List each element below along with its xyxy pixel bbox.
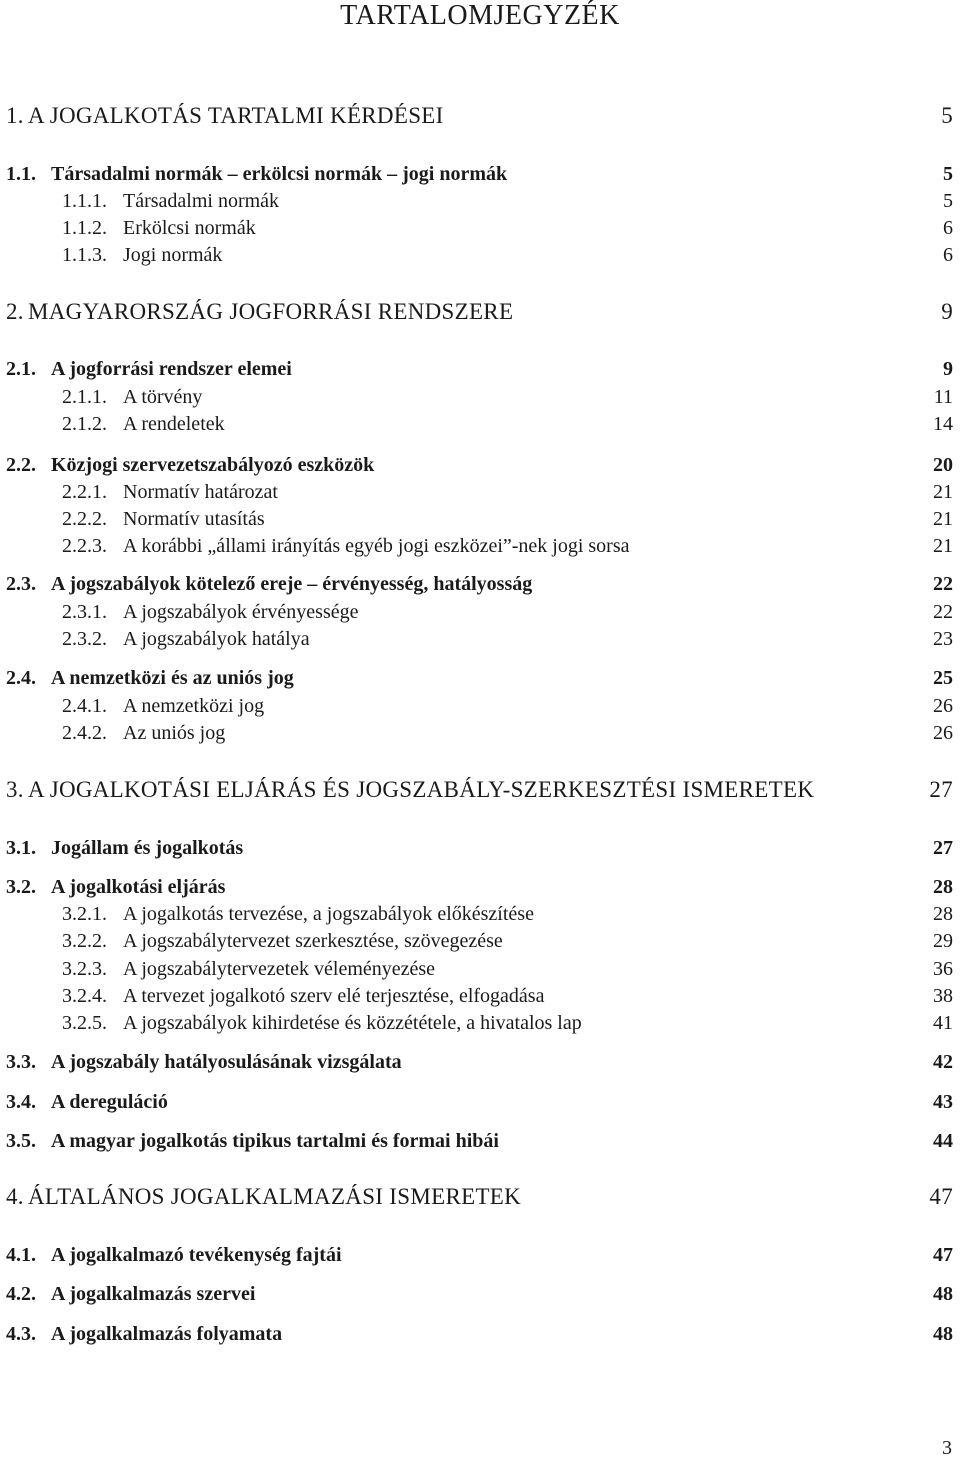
- toc-entry-label: A jogforrási rendszer elemei: [51, 358, 292, 380]
- toc-subsection[interactable]: [0, 719, 960, 747]
- toc-entry-number: 2.1.2.: [62, 413, 107, 435]
- toc-entry-number: 3.1.: [6, 837, 36, 859]
- toc-entry-page: 29: [933, 930, 953, 952]
- toc-entry-label: A jogszabályok hatálya: [123, 628, 310, 650]
- toc-chapter[interactable]: [0, 776, 960, 804]
- toc-chapter[interactable]: [0, 1183, 960, 1211]
- toc-entry-label: A tervezet jogalkotó szerv elé terjesztése, elfogadása: [123, 985, 545, 1007]
- toc-entry-label: A JOGALKOTÁSI ELJÁRÁS ÉS JOGSZABÁLY-SZERKESZTÉSI ISMERETEK: [28, 777, 815, 802]
- toc-entry-label: A nemzetközi jog: [123, 695, 265, 717]
- toc-entry-page: 38: [933, 985, 953, 1007]
- toc-subsection[interactable]: [0, 532, 960, 560]
- toc-section[interactable]: [0, 664, 960, 692]
- toc-entry-page: 48: [933, 1283, 953, 1305]
- toc-entry-number: 1.: [6, 103, 24, 128]
- toc-entry-label: A törvény: [123, 386, 203, 408]
- toc-entry-page: 48: [933, 1323, 953, 1345]
- toc-entry-label: A jogszabálytervezet szerkesztése, szövegezése: [123, 930, 503, 952]
- toc-entry-page: 21: [933, 508, 953, 530]
- toc-entry-label: A jogalkalmazás folyamata: [51, 1323, 283, 1345]
- toc-entry-number: 1.1.2.: [62, 217, 107, 239]
- toc-entry-page: 41: [933, 1012, 953, 1034]
- toc-entry-number: 1.1.3.: [62, 244, 107, 266]
- toc-entry-number: 2.2.1.: [62, 481, 107, 503]
- toc-section[interactable]: [0, 160, 960, 188]
- toc-entry-number: 2.2.2.: [62, 508, 107, 530]
- toc-entry-label: A rendeletek: [123, 413, 225, 435]
- toc-subsection[interactable]: [0, 383, 960, 411]
- toc-entry-number: 2.4.1.: [62, 695, 107, 717]
- toc-subsection[interactable]: [0, 410, 960, 438]
- toc-entry-label: Az uniós jog: [123, 722, 226, 744]
- toc-entry-number: 3.2.: [6, 876, 36, 898]
- toc-entry-number: 4.: [6, 1184, 24, 1209]
- toc-subsection[interactable]: [0, 187, 960, 215]
- toc-entry-page: 20: [933, 454, 953, 476]
- toc-entry-label: A jogszabálytervezetek véleményezése: [123, 958, 436, 980]
- toc-entry-label: Közjogi szervezetszabályozó eszközök: [51, 454, 375, 476]
- toc-entry-page: 21: [933, 481, 953, 503]
- toc-entry-page: 14: [933, 413, 953, 435]
- toc-entry-label: A korábbi „állami irányítás egyéb jogi eszközei”-nek jogi sorsa: [123, 535, 630, 557]
- toc-entry-number: 4.3.: [6, 1323, 36, 1345]
- toc-entry-label: Jogi normák: [123, 244, 223, 266]
- toc-entry-label: A jogalkotási eljárás: [51, 876, 226, 898]
- toc-entry-number: 2.3.1.: [62, 601, 107, 623]
- toc-entry-page: 21: [933, 535, 953, 557]
- toc-entry-number: 3.2.4.: [62, 985, 107, 1007]
- toc-entry-page: 44: [933, 1130, 953, 1152]
- toc-entry-number: 3.: [6, 777, 24, 802]
- toc-section[interactable]: [0, 355, 960, 383]
- toc-entry-page: 43: [933, 1091, 953, 1113]
- toc-entry-number: 2.2.: [6, 454, 36, 476]
- toc-chapter[interactable]: [0, 102, 960, 130]
- toc-section[interactable]: [0, 1280, 960, 1308]
- toc-subsection[interactable]: [0, 214, 960, 242]
- toc-entry-label: A nemzetközi és az uniós jog: [51, 667, 294, 689]
- toc-entry-page: 26: [933, 695, 953, 717]
- toc-entry-label: A jogalkotás tervezése, a jogszabályok előkészítése: [123, 903, 534, 925]
- toc-chapter[interactable]: [0, 298, 960, 326]
- toc-section[interactable]: [0, 1127, 960, 1155]
- toc-entry-number: 2.4.: [6, 667, 36, 689]
- toc-entry-page: 25: [933, 667, 953, 689]
- toc-subsection[interactable]: [0, 692, 960, 720]
- toc-entry-number: 3.2.5.: [62, 1012, 107, 1034]
- toc-entry-page: 47: [929, 1184, 953, 1209]
- toc-entry-label: A magyar jogalkotás tipikus tartalmi és formai hibái: [51, 1130, 499, 1152]
- toc-entry-page: 36: [933, 958, 953, 980]
- toc-entry-label: A jogalkalmazó tevékenység fajtái: [51, 1244, 342, 1266]
- toc-entry-label: Normatív utasítás: [123, 508, 265, 530]
- toc-section[interactable]: [0, 1241, 960, 1269]
- toc-entry-page: 9: [943, 358, 953, 380]
- toc-entry-number: 2.3.2.: [62, 628, 107, 650]
- toc-entry-page: 5: [943, 163, 953, 185]
- toc-entry-page: 9: [941, 299, 953, 324]
- toc-entry-page: 28: [933, 903, 953, 925]
- toc-entry-number: 2.1.: [6, 358, 36, 380]
- toc-entry-label: A jogszabályok kötelező ereje – érvényesség, hatályosság: [51, 573, 533, 595]
- toc-entry-label: Társadalmi normák – erkölcsi normák – jogi normák: [51, 163, 508, 185]
- toc-subsection[interactable]: [0, 955, 960, 983]
- toc-entry-label: A JOGALKOTÁS TARTALMI KÉRDÉSEI: [28, 103, 444, 128]
- toc-subsection[interactable]: [0, 478, 960, 506]
- toc-entry-page: 22: [933, 573, 953, 595]
- toc-subsection[interactable]: [0, 241, 960, 269]
- toc-entry-number: 3.5.: [6, 1130, 36, 1152]
- toc-entry-page: 23: [933, 628, 953, 650]
- toc-section[interactable]: [0, 1088, 960, 1116]
- toc-entry-number: 3.2.2.: [62, 930, 107, 952]
- toc-subsection[interactable]: [0, 598, 960, 626]
- toc-section[interactable]: [0, 451, 960, 479]
- toc-section[interactable]: [0, 834, 960, 862]
- toc-section[interactable]: [0, 570, 960, 598]
- toc-entry-page: 27: [929, 777, 953, 802]
- toc-entry-page: 11: [933, 386, 953, 408]
- toc-entry-page: 5: [941, 103, 953, 128]
- page-number: 3: [942, 1437, 952, 1459]
- toc-entry-page: 26: [933, 722, 953, 744]
- toc-section[interactable]: [0, 873, 960, 901]
- toc-section[interactable]: [0, 1048, 960, 1076]
- toc-entry-label: Társadalmi normák: [123, 190, 280, 212]
- toc-entry-label: MAGYARORSZÁG JOGFORRÁSI RENDSZERE: [28, 299, 514, 324]
- toc-entry-label: Erkölcsi normák: [123, 217, 256, 239]
- toc-subsection[interactable]: [0, 927, 960, 955]
- toc-entry-page: 22: [933, 601, 953, 623]
- toc-entry-number: 2.3.: [6, 573, 36, 595]
- toc-entry-number: 2.4.2.: [62, 722, 107, 744]
- toc-entry-number: 1.1.1.: [62, 190, 107, 212]
- toc-entry-number: 4.2.: [6, 1283, 36, 1305]
- toc-entry-label: ÁLTALÁNOS JOGALKALMAZÁSI ISMERETEK: [28, 1184, 522, 1209]
- toc-entry-label: A jogszabályok érvényessége: [123, 601, 359, 623]
- toc-entry-number: 3.3.: [6, 1051, 36, 1073]
- toc-entry-label: A jogszabályok kihirdetése és közzététele, a hivatalos lap: [123, 1012, 582, 1034]
- toc-entry-page: 28: [933, 876, 953, 898]
- toc-entry-number: 2.2.3.: [62, 535, 107, 557]
- toc-entry-label: Normatív határozat: [123, 481, 278, 503]
- toc-entry-label: A jogszabály hatályosulásának vizsgálata: [51, 1051, 402, 1073]
- toc-entry-label: A dereguláció: [51, 1091, 168, 1113]
- toc-subsection[interactable]: [0, 900, 960, 928]
- toc-subsection[interactable]: [0, 505, 960, 533]
- page-title: TARTALOMJEGYZÉK: [340, 0, 620, 31]
- toc-section[interactable]: [0, 1320, 960, 1348]
- toc-entry-page: 47: [933, 1244, 953, 1266]
- toc-subsection[interactable]: [0, 982, 960, 1010]
- toc-entry-number: 2.1.1.: [62, 386, 107, 408]
- toc-entry-number: 3.2.1.: [62, 903, 107, 925]
- toc-subsection[interactable]: [0, 625, 960, 653]
- toc-entry-label: A jogalkalmazás szervei: [51, 1283, 256, 1305]
- toc-entry-page: 6: [943, 244, 953, 266]
- toc-entry-label: Jogállam és jogalkotás: [51, 837, 244, 859]
- toc-entry-number: 1.1.: [6, 163, 36, 185]
- toc-entry-page: 5: [943, 190, 953, 212]
- toc-entry-page: 42: [933, 1051, 953, 1073]
- toc-subsection[interactable]: [0, 1009, 960, 1037]
- toc-entry-number: 4.1.: [6, 1244, 36, 1266]
- toc-entry-page: 6: [943, 217, 953, 239]
- toc-entry-number: 3.2.3.: [62, 958, 107, 980]
- toc-entry-number: 2.: [6, 299, 24, 324]
- toc-entry-page: 27: [933, 837, 953, 859]
- toc-entry-number: 3.4.: [6, 1091, 36, 1113]
